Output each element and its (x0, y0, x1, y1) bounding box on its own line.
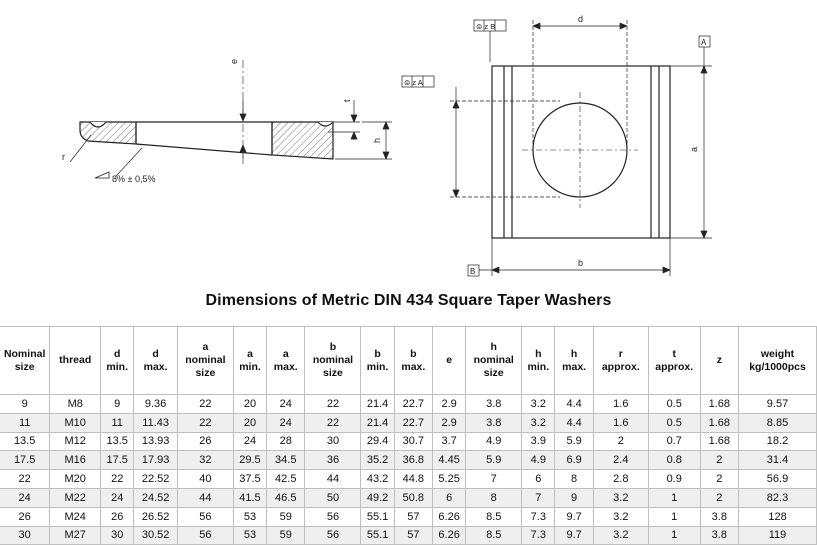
table-cell: 2 (700, 470, 738, 489)
table-cell: 17.5 (101, 451, 134, 470)
label-d: d (578, 14, 584, 24)
column-header (101, 327, 134, 395)
table-cell: 6 (433, 488, 466, 507)
label-slope: 8% ± 0,5% (112, 174, 156, 184)
dim-b (479, 238, 670, 276)
table-cell: M10 (50, 413, 101, 432)
table-cell: 22 (177, 413, 233, 432)
table-cell: 40 (177, 470, 233, 489)
column-header (555, 327, 593, 395)
column-header-line: b (329, 341, 337, 353)
table-cell: 0.8 (648, 451, 700, 470)
column-header (739, 327, 817, 395)
table-cell: 3.8 (700, 507, 738, 526)
table-cell: 1 (648, 526, 700, 545)
column-header-line: max. (273, 360, 298, 373)
table-cell: 53 (233, 526, 266, 545)
column-header (466, 327, 522, 395)
table-cell: 7.3 (522, 526, 555, 545)
table-cell: 24 (267, 395, 305, 414)
column-header-line: thread (59, 354, 92, 366)
table-cell: 50 (305, 488, 361, 507)
table-cell: 5.25 (433, 470, 466, 489)
table-cell: 59 (267, 507, 305, 526)
table-cell: 29.5 (233, 451, 266, 470)
table-cell: 8 (555, 470, 593, 489)
table-cell: 3.2 (522, 413, 555, 432)
table-cell: 11.43 (134, 413, 178, 432)
table-cell: 8.5 (466, 526, 522, 545)
table-cell: 3.7 (433, 432, 466, 451)
column-header-line: z (716, 354, 722, 366)
table-cell: 5.9 (555, 432, 593, 451)
table-cell: 46.5 (267, 488, 305, 507)
table-cell: 24 (101, 488, 134, 507)
table-cell: 1.68 (700, 432, 738, 451)
column-header (593, 327, 648, 395)
table-cell: 6.9 (555, 451, 593, 470)
table-cell: 20 (233, 413, 266, 432)
table-cell: 4.45 (433, 451, 466, 470)
label-e: e (229, 58, 239, 64)
table-cell: 0.5 (648, 395, 700, 414)
table-cell: 24 (233, 432, 266, 451)
column-header-line: size (14, 360, 35, 373)
table-cell: 26 (177, 432, 233, 451)
column-header-line: weight (760, 347, 795, 360)
column-header (700, 327, 738, 395)
label-b: b (578, 258, 584, 268)
table-cell: 1 (648, 488, 700, 507)
column-header-line: Nominal (3, 347, 46, 360)
table-cell: 3.8 (466, 395, 522, 414)
washer-outline (492, 66, 670, 238)
column-header (177, 327, 233, 395)
table-cell: 24 (0, 488, 50, 507)
label-h: h (372, 137, 382, 143)
table-cell: 5.9 (466, 451, 522, 470)
table-cell: 2 (593, 432, 648, 451)
table-cell: 8.5 (466, 507, 522, 526)
table-cell: 2.9 (433, 395, 466, 414)
table-cell: 56 (177, 526, 233, 545)
table-cell: 30 (0, 526, 50, 545)
table-cell: 36.8 (394, 451, 432, 470)
table-cell: 13.5 (0, 432, 50, 451)
table-cell: 56 (305, 507, 361, 526)
table-cell: 2.8 (593, 470, 648, 489)
table-cell: 20 (233, 395, 266, 414)
table-cell: 3.9 (522, 432, 555, 451)
table-cell: 4.9 (522, 451, 555, 470)
table-cell: 30 (305, 432, 361, 451)
table-cell: 35.2 (361, 451, 394, 470)
table-cell: 7.3 (522, 507, 555, 526)
table-cell: 11 (101, 413, 134, 432)
column-header (50, 327, 101, 395)
table-row (0, 488, 817, 507)
table-cell: 22.7 (394, 395, 432, 414)
column-header-line: size (323, 367, 343, 379)
column-header (522, 327, 555, 395)
table-cell: 6.26 (433, 526, 466, 545)
column-header-line: min. (106, 360, 129, 373)
column-header-line: t (672, 347, 676, 360)
table-cell: 44.8 (394, 470, 432, 489)
table-cell: 22 (305, 413, 361, 432)
table-cell: 44 (305, 470, 361, 489)
table-cell: 49.2 (361, 488, 394, 507)
table-cell: 13.5 (101, 432, 134, 451)
table-cell: 3.2 (593, 526, 648, 545)
page-title: Dimensions of Metric DIN 434 Square Taper Washers (205, 292, 612, 309)
table-cell: 50.8 (394, 488, 432, 507)
table-cell: M12 (50, 432, 101, 451)
table-cell: 21.4 (361, 413, 394, 432)
column-header-line: approx. (601, 360, 640, 373)
column-header-line: size (483, 367, 504, 379)
table-cell: 2.4 (593, 451, 648, 470)
column-header-line: nominal (185, 354, 226, 366)
table-cell: 8.85 (739, 413, 817, 432)
table-cell: 1.68 (700, 395, 738, 414)
table-cell: 57 (394, 507, 432, 526)
leader-slope (116, 148, 142, 176)
label-t: t (342, 99, 352, 102)
column-header-line: a (247, 347, 253, 360)
table-cell: 22 (101, 470, 134, 489)
table-body (0, 395, 817, 545)
table-cell: 9 (555, 488, 593, 507)
table-cell: 34.5 (267, 451, 305, 470)
table-cell: 9 (101, 395, 134, 414)
table-cell: 22 (177, 395, 233, 414)
table-cell: 31.4 (739, 451, 817, 470)
table-cell: 22 (0, 470, 50, 489)
left-section-profile (80, 122, 136, 144)
label-r: r (62, 152, 65, 162)
table-cell: 28 (267, 432, 305, 451)
table-cell: 9.57 (739, 395, 817, 414)
column-header (648, 327, 700, 395)
table-cell: 56 (305, 526, 361, 545)
table-cell: M24 (50, 507, 101, 526)
column-header-line: size (195, 367, 216, 379)
table-cell: 57 (394, 526, 432, 545)
column-header-line: a (282, 347, 289, 360)
column-header-line: max. (401, 360, 426, 373)
column-header-line: min. (527, 360, 550, 373)
column-header (134, 327, 178, 395)
table-cell: 21.4 (361, 395, 394, 414)
table-cell: 22 (305, 395, 361, 414)
table-row (0, 507, 817, 526)
table-cell: 17.5 (0, 451, 50, 470)
table-cell: 22.7 (394, 413, 432, 432)
table-cell: 3.2 (593, 488, 648, 507)
column-header-line: h (570, 347, 578, 360)
table-row (0, 526, 817, 545)
table-cell: 41.5 (233, 488, 266, 507)
column-header-line: a (202, 341, 209, 353)
label-datum-b: B (470, 267, 476, 276)
side-section-view (80, 122, 333, 159)
table-cell: 2 (700, 451, 738, 470)
column-header-line: r (618, 347, 623, 360)
column-header-line: b (410, 347, 417, 360)
column-header-line: max. (143, 360, 168, 373)
table-cell: 26.52 (134, 507, 178, 526)
table-cell: 6.26 (433, 507, 466, 526)
column-header-line: min. (239, 360, 261, 373)
table-cell: 30.7 (394, 432, 432, 451)
dimensions-table-wrap (0, 326, 817, 545)
table-cell: M27 (50, 526, 101, 545)
column-header (361, 327, 394, 395)
table-cell: 2.9 (433, 413, 466, 432)
table-cell: 3.2 (593, 507, 648, 526)
table-cell: 119 (739, 526, 817, 545)
dim-a (670, 47, 712, 238)
table-cell: 3.8 (700, 526, 738, 545)
table-cell: 37.5 (233, 470, 266, 489)
table-cell: 56.9 (739, 470, 817, 489)
column-header-line: d (114, 347, 121, 360)
table-cell: 3.2 (522, 395, 555, 414)
column-header-line: nominal (473, 354, 514, 366)
leader-r (70, 135, 91, 162)
table-cell: 24.52 (134, 488, 178, 507)
table-row (0, 395, 817, 414)
table-cell: 26 (0, 507, 50, 526)
column-header-line: b (374, 347, 381, 360)
column-header-line: min. (366, 360, 389, 373)
slope-icon (95, 172, 109, 178)
column-header-line: nominal (312, 354, 354, 366)
table-cell: M22 (50, 488, 101, 507)
column-header-line: d (152, 347, 159, 360)
table-row (0, 413, 817, 432)
table-cell: 24 (267, 413, 305, 432)
table-cell: 17.93 (134, 451, 178, 470)
column-header-line: h (490, 341, 497, 353)
dimensions-table (0, 326, 817, 545)
table-cell: M20 (50, 470, 101, 489)
table-cell: 1.68 (700, 413, 738, 432)
table-cell: 4.9 (466, 432, 522, 451)
table-cell: 22.52 (134, 470, 178, 489)
table-cell: 9.36 (134, 395, 178, 414)
table-cell: 55.1 (361, 526, 394, 545)
column-header (433, 327, 466, 395)
table-cell: 7 (466, 470, 522, 489)
table-cell: 56 (177, 507, 233, 526)
column-header-line: kg/1000pcs (749, 360, 806, 373)
top-centerlines (522, 92, 638, 208)
column-header-line: h (535, 347, 542, 360)
label-datum-a: A (701, 38, 707, 47)
table-cell: 4.4 (555, 395, 593, 414)
table-cell: 30.52 (134, 526, 178, 545)
table-cell: 36 (305, 451, 361, 470)
column-header (0, 327, 50, 395)
table-cell: 4.4 (555, 413, 593, 432)
table-cell: 32 (177, 451, 233, 470)
table-cell: 44 (177, 488, 233, 507)
table-cell: 3.8 (466, 413, 522, 432)
column-header-line: e (446, 354, 453, 366)
table-cell: 0.7 (648, 432, 700, 451)
table-cell: 82.3 (739, 488, 817, 507)
label-a: a (689, 146, 699, 152)
table-header-row (0, 327, 817, 395)
table-cell: 2 (700, 488, 738, 507)
table-cell: 30 (101, 526, 134, 545)
table-cell: 29.4 (361, 432, 394, 451)
table-cell: M8 (50, 395, 101, 414)
table-cell: 1.6 (593, 413, 648, 432)
table-cell: 0.9 (648, 470, 700, 489)
table-cell: 9.7 (555, 507, 593, 526)
table-cell: 13.93 (134, 432, 178, 451)
table-cell: 18.2 (739, 432, 817, 451)
column-header (233, 327, 266, 395)
column-header (305, 327, 361, 395)
top-view (492, 66, 670, 238)
flatness-label-a: ⊜ z A (404, 78, 423, 87)
table-row (0, 451, 817, 470)
column-header-line: approx. (655, 360, 694, 373)
table-cell: 59 (267, 526, 305, 545)
column-header-line: max. (562, 360, 587, 373)
table-cell: 6 (522, 470, 555, 489)
table-cell: 43.2 (361, 470, 394, 489)
column-header (394, 327, 432, 395)
table-row (0, 432, 817, 451)
table-cell: 55.1 (361, 507, 394, 526)
table-cell: 0.5 (648, 413, 700, 432)
table-cell: 42.5 (267, 470, 305, 489)
table-cell: 7 (522, 488, 555, 507)
table-cell: 53 (233, 507, 266, 526)
table-cell: 26 (101, 507, 134, 526)
table-cell: M16 (50, 451, 101, 470)
dim-h (335, 122, 392, 159)
table-cell: 128 (739, 507, 817, 526)
flatness-label-b: ⊜ z B (476, 22, 496, 31)
column-header (267, 327, 305, 395)
right-section-profile (272, 122, 333, 159)
table-cell: 9 (0, 395, 50, 414)
table-cell: 8 (466, 488, 522, 507)
table-cell: 9.7 (555, 526, 593, 545)
table-cell: 11 (0, 413, 50, 432)
table-row (0, 470, 817, 489)
table-cell: 1.6 (593, 395, 648, 414)
table-cell: 1 (648, 507, 700, 526)
dim-d (533, 20, 627, 145)
